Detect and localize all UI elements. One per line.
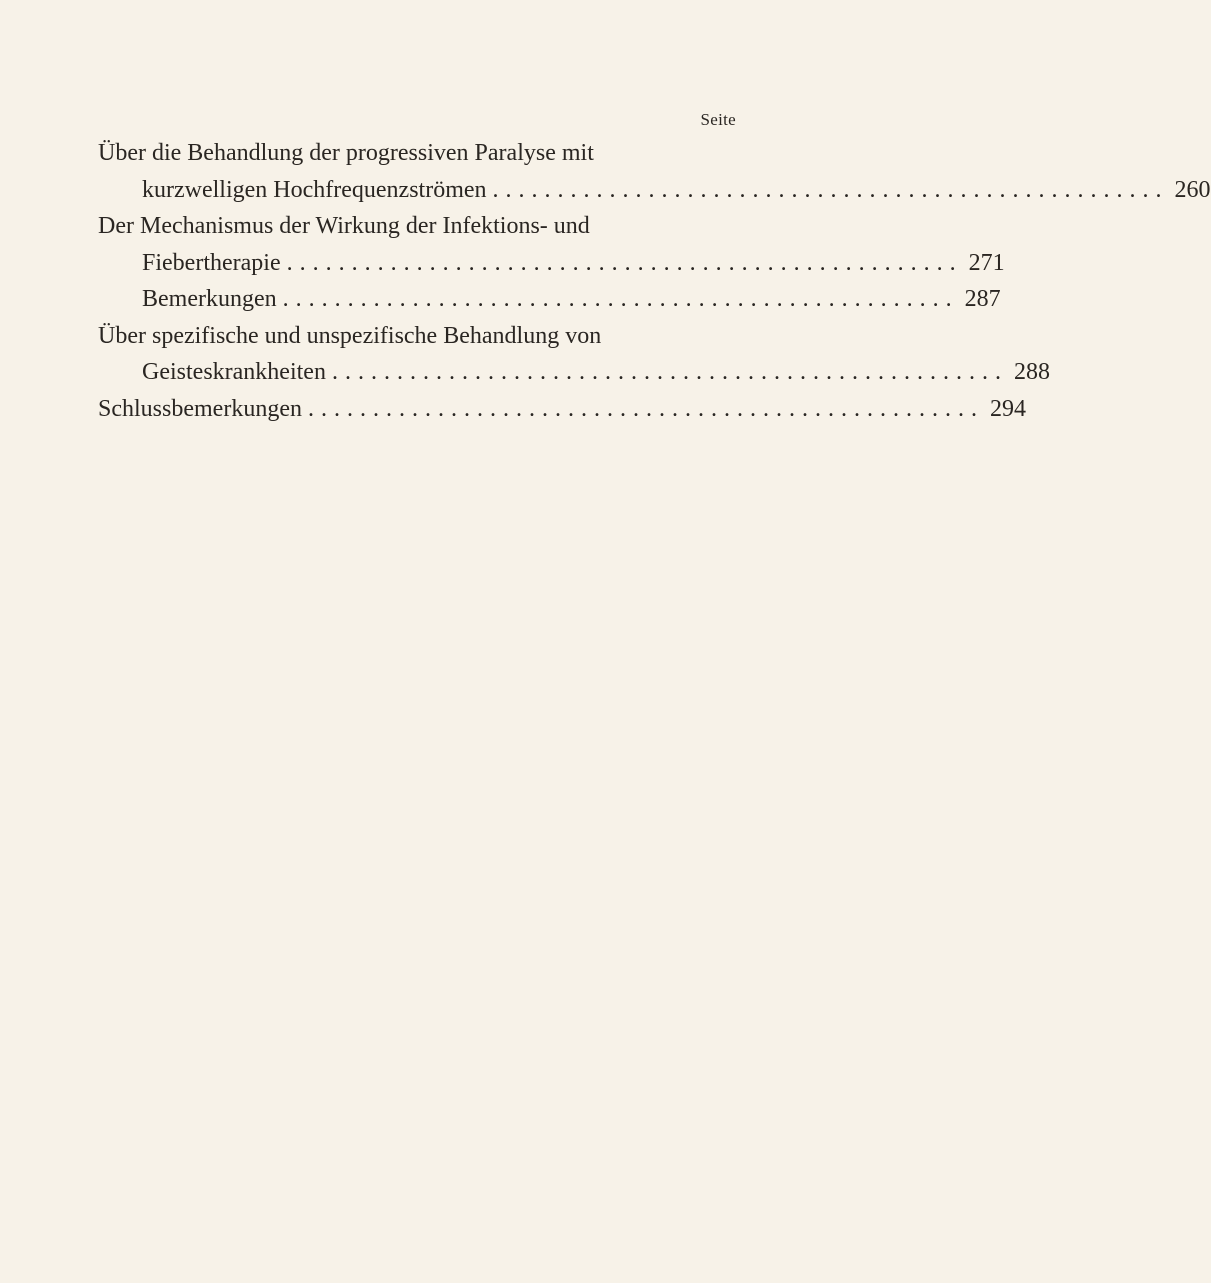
toc-entry-title: Über die Behandlung der progressiven Paralyse mit <box>98 140 594 166</box>
toc-entry-line <box>98 208 736 245</box>
dot-leader: .................................................... <box>492 176 1169 203</box>
toc-entry-line <box>98 281 1001 318</box>
dot-leader: .................................................... <box>286 249 963 276</box>
toc-entry-line <box>98 391 1026 428</box>
toc-entry-line <box>98 172 1211 209</box>
dot-leader: .................................................... <box>307 395 984 422</box>
page-column-header: Seite <box>700 110 736 129</box>
toc-entry-title: Über spezifische und unspezifische Behandlung von <box>98 322 602 349</box>
toc-entry-line <box>98 135 736 172</box>
toc-page-number: 294 <box>989 395 1026 422</box>
table-of-contents <box>98 135 1211 427</box>
dot-leader: .................................................... <box>282 286 959 312</box>
dot-leader: .................................................... <box>331 359 1008 385</box>
toc-entry-title: Geisteskrankheiten <box>142 359 326 385</box>
toc-entry-line <box>98 245 1005 282</box>
toc-entry-title: kurzwelligen Hochfrequenzströmen <box>142 176 487 203</box>
toc-page-number: 288 <box>1013 359 1050 385</box>
toc-entry-title: Bemerkungen <box>142 286 277 312</box>
toc-entry-title: Fiebertherapie <box>142 249 281 276</box>
toc-entry-line <box>98 318 736 355</box>
toc-page-number: 260 <box>1174 176 1211 203</box>
toc-page-number: 287 <box>964 286 1001 312</box>
toc-entry-title: Der Mechanismus der Wirkung der Infektions- und <box>98 213 590 239</box>
toc-entry-line <box>98 354 1050 391</box>
toc-page-number: 271 <box>968 249 1005 276</box>
toc-entry-title: Schlussbemerkungen <box>98 395 302 422</box>
